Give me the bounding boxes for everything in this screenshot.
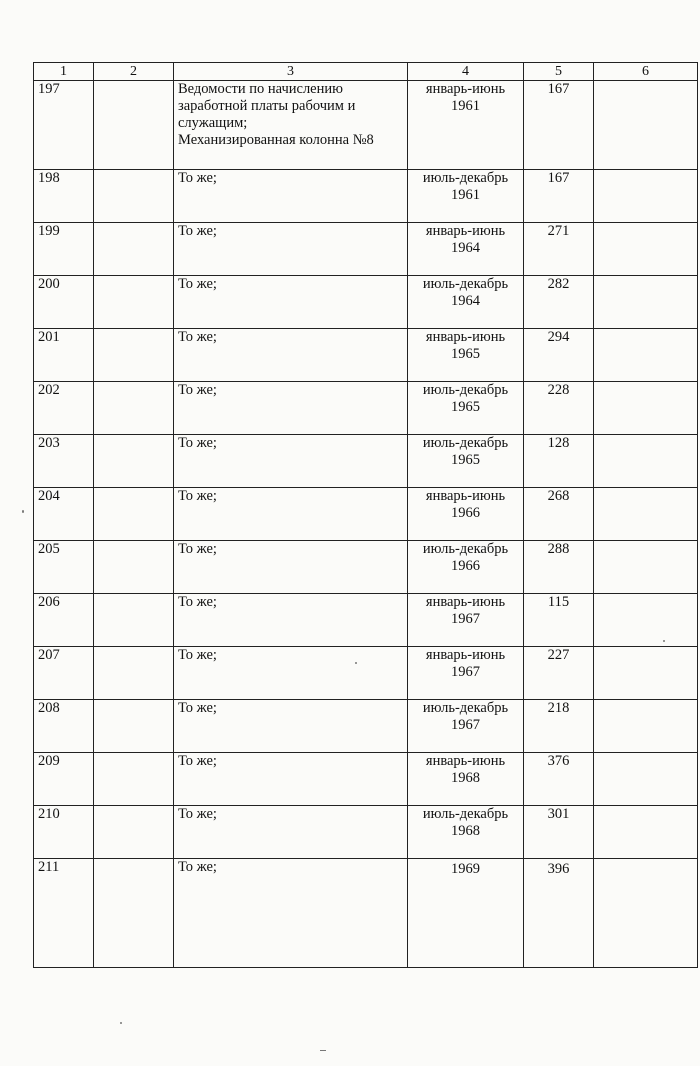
cell-col-2	[94, 647, 174, 700]
scan-speck	[663, 640, 665, 642]
cell-sheet-count: 282	[524, 276, 594, 329]
table-row	[34, 753, 698, 806]
cell-col-6	[594, 382, 698, 435]
scan-speck	[22, 510, 24, 513]
cell-sheet-count: 218	[524, 700, 594, 753]
table-row	[34, 488, 698, 541]
cell-description: То же;	[174, 382, 408, 435]
cell-item-number: 209	[34, 753, 94, 806]
cell-col-6	[594, 594, 698, 647]
table-row	[34, 276, 698, 329]
cell-col-6	[594, 541, 698, 594]
cell-col-6	[594, 859, 698, 968]
cell-period: июль-декабрь 1967	[408, 700, 524, 753]
inventory-table	[33, 62, 698, 968]
header-col-1: 1	[34, 63, 94, 81]
cell-period: январь-июнь 1968	[408, 753, 524, 806]
cell-col-6	[594, 435, 698, 488]
cell-period: 1969	[408, 859, 524, 968]
table-row	[34, 541, 698, 594]
cell-period: январь-июнь 1961	[408, 81, 524, 170]
cell-item-number: 200	[34, 276, 94, 329]
cell-col-2	[94, 806, 174, 859]
cell-description: То же;	[174, 329, 408, 382]
cell-description: То же;	[174, 647, 408, 700]
cell-col-2	[94, 329, 174, 382]
cell-description: То же;	[174, 806, 408, 859]
cell-col-2	[94, 382, 174, 435]
cell-description: То же;	[174, 753, 408, 806]
cell-sheet-count: 301	[524, 806, 594, 859]
cell-col-2	[94, 488, 174, 541]
cell-col-6	[594, 81, 698, 170]
header-row	[34, 63, 698, 81]
cell-col-2	[94, 859, 174, 968]
cell-description: То же;	[174, 435, 408, 488]
cell-item-number: 206	[34, 594, 94, 647]
cell-col-2	[94, 700, 174, 753]
cell-col-6	[594, 488, 698, 541]
scan-speck	[355, 662, 357, 664]
table-row	[34, 647, 698, 700]
cell-col-6	[594, 806, 698, 859]
cell-description: То же;	[174, 488, 408, 541]
cell-col-6	[594, 170, 698, 223]
cell-description: То же;	[174, 223, 408, 276]
cell-period: июль-декабрь 1968	[408, 806, 524, 859]
cell-sheet-count: 115	[524, 594, 594, 647]
cell-item-number: 208	[34, 700, 94, 753]
cell-item-number: 205	[34, 541, 94, 594]
cell-sheet-count: 128	[524, 435, 594, 488]
cell-period: январь-июнь 1965	[408, 329, 524, 382]
cell-col-2	[94, 81, 174, 170]
scan-speck	[120, 1022, 122, 1024]
cell-col-2	[94, 223, 174, 276]
cell-description: Ведомости по начислению заработной платы рабочим и служащим; Механизированная колонна №8	[174, 81, 408, 170]
cell-sheet-count: 167	[524, 81, 594, 170]
cell-item-number: 204	[34, 488, 94, 541]
cell-sheet-count: 228	[524, 382, 594, 435]
cell-col-2	[94, 594, 174, 647]
cell-period: январь-июнь 1964	[408, 223, 524, 276]
cell-period: июль-декабрь 1964	[408, 276, 524, 329]
header-col-3: 3	[174, 63, 408, 81]
table-row	[34, 170, 698, 223]
cell-item-number: 207	[34, 647, 94, 700]
cell-item-number: 202	[34, 382, 94, 435]
cell-col-6	[594, 329, 698, 382]
table-row	[34, 859, 698, 968]
table-row	[34, 382, 698, 435]
header-col-6: 6	[594, 63, 698, 81]
table-row	[34, 806, 698, 859]
cell-period: июль-декабрь 1965	[408, 382, 524, 435]
table-row	[34, 329, 698, 382]
cell-item-number: 197	[34, 81, 94, 170]
cell-sheet-count: 268	[524, 488, 594, 541]
header-col-4: 4	[408, 63, 524, 81]
cell-description: То же;	[174, 700, 408, 753]
cell-period: январь-июнь 1967	[408, 647, 524, 700]
cell-item-number: 201	[34, 329, 94, 382]
header-col-5: 5	[524, 63, 594, 81]
scan-speck	[320, 1050, 326, 1051]
table-row	[34, 223, 698, 276]
cell-sheet-count: 294	[524, 329, 594, 382]
cell-col-2	[94, 276, 174, 329]
cell-period: январь-июнь 1966	[408, 488, 524, 541]
table-row	[34, 81, 698, 170]
cell-sheet-count: 396	[524, 859, 594, 968]
cell-sheet-count: 167	[524, 170, 594, 223]
cell-col-2	[94, 541, 174, 594]
cell-item-number: 198	[34, 170, 94, 223]
cell-col-2	[94, 435, 174, 488]
cell-sheet-count: 227	[524, 647, 594, 700]
cell-item-number: 203	[34, 435, 94, 488]
cell-description: То же;	[174, 170, 408, 223]
cell-col-6	[594, 753, 698, 806]
table-row	[34, 594, 698, 647]
cell-item-number: 211	[34, 859, 94, 968]
table-row	[34, 435, 698, 488]
cell-sheet-count: 271	[524, 223, 594, 276]
table-row	[34, 700, 698, 753]
cell-col-6	[594, 276, 698, 329]
cell-col-6	[594, 647, 698, 700]
cell-item-number: 199	[34, 223, 94, 276]
cell-col-2	[94, 753, 174, 806]
cell-col-6	[594, 223, 698, 276]
cell-col-6	[594, 700, 698, 753]
header-col-2: 2	[94, 63, 174, 81]
cell-description: То же;	[174, 859, 408, 968]
cell-item-number: 210	[34, 806, 94, 859]
cell-sheet-count: 288	[524, 541, 594, 594]
cell-sheet-count: 376	[524, 753, 594, 806]
cell-period: июль-декабрь 1966	[408, 541, 524, 594]
cell-description: То же;	[174, 276, 408, 329]
cell-description: То же;	[174, 594, 408, 647]
table-body	[34, 81, 698, 968]
cell-period: июль-декабрь 1961	[408, 170, 524, 223]
cell-period: июль-декабрь 1965	[408, 435, 524, 488]
cell-col-2	[94, 170, 174, 223]
cell-description: То же;	[174, 541, 408, 594]
cell-period: январь-июнь 1967	[408, 594, 524, 647]
